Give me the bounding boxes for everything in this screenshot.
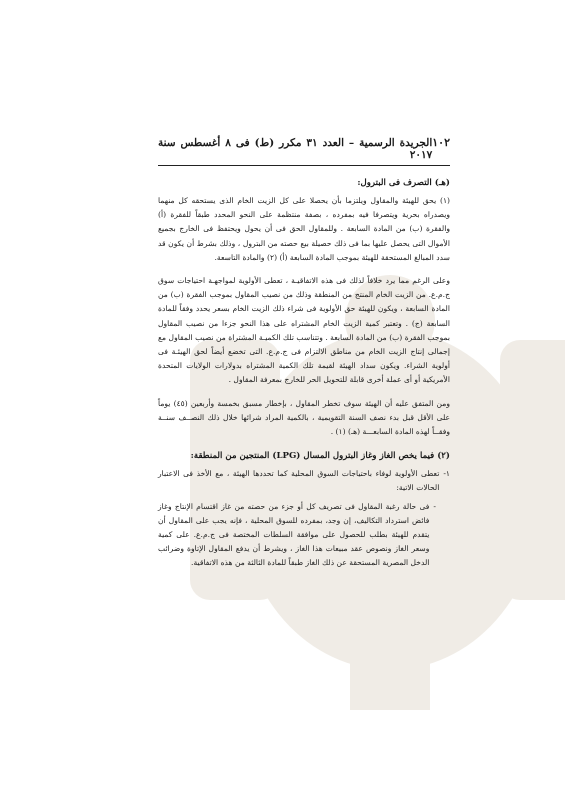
sub-item-1-marker: - [433,501,436,511]
paragraph-3: ومن المتفق عليه أن الهيئة سوف تخطر المقاول ، بإخطار مسبق بخمسة وأربعين (٤٥) يوماً على الأقل قبل بدء نصف السنة التقويمية ، بالكمية المراد شرائها خلال ذلك النصــف سنــة وفقــاً لهذه المادة السابعـــة (هـ) (١) . [158,398,450,437]
paragraph-2: وعلى الرغم مما يرد خلافاً لذلك فى هذه الاتفاقيـة ، تعطى الأولوية لمواجهـة احتياجات سوق ج.م.ع. من الزيت الخام المنتج من المنطقة وذلك من نصيب المقاول بموجب الفقرة (ب) من المادة السابعة ، ويكون للهيئة حق الأولوية فى شراء ذلك الزيت الخام بسعر يحدد وفقاً للمادة السابعة (ج) . وتعتبر كمية الزيت الخام المشتراه على هذا النحو جزءا من نصيب المقاول بموجب الفقرة (ب) من المادة السابعة . وتتناسب تلك الكميـة المشتراة من نصيب المقاول مع إجمالى إنتاج الزيت الخام من مناطق الالتزام فى ج.م.ع. التى تخضع أيضاً لحق الهيئـة فى أولوية الشراء. ويكون سداد الهيئة لقيمة تلك الكمية المشتراه بدولارات الولايات المتحدة الأمريكية أو أى عملة أخرى قابلة للتحويل الحر للخارج بمعرفة المقاول . [158,276,450,385]
page-number: ١٠٢ [432,136,450,149]
section-2-title: (٢) فيما يخص الغاز وغاز البترول المسال (LPG) المنتجين من المنطقة: [190,451,450,462]
list-item-1 [158,467,450,495]
page-header [158,136,450,166]
list-item-1-text: تعطى الأولوية لوفاء باحتياجات السوق المحلية كما تحددها الهيئة ، مع الأخذ فى الاعتبار الحالات الاتية: [158,469,440,493]
paragraph-1: (١) يحق للهيئة والمقاول ويلتزما بأن يحصلا على كل الزيت الخام الذى يستحقه كل منهما ويصدراه بحرية ويتصرفا فيه بمفرده ، بصفة منتظمة على النحو المحدد طبقاً للفقرة (أ) والفقرة (ب) من المادة السابعة . وللمقاول الحق فى أن يحول ويحتفظ فى الخارج بجميع الأموال التى يحصل عليها بما فى ذلك حصيلة بيع حصته من البترول ، وذلك بشرط أن يكون قد سدد المبالغ المستحقة للهيئة بموجب المادة السابعة (أ) (٢) والمادة التاسعة. [158,196,450,262]
section-h-title: (هـ) التصرف فى البترول: [357,178,450,188]
sub-item-1 [158,500,436,571]
running-title: الجريدة الرسمية – العدد ٣١ مكرر (ط) فى ٨ أغسطس سنة ٢٠١٧ [158,137,433,161]
document-page [158,136,450,571]
list-item-1-marker: ١- [443,469,450,479]
sub-item-1-text: فى حالة رغبة المقاول فى تصريف كل أو جزء من حصته من غاز اقتسام الإنتاج وغاز فائض استرداد التكاليف، إن وجد، بمفرده للسوق المحلية ، فإنه يجب على المقاول أن يتقدم للهيئة بطلب للحصول على موافقة السلطات المختصة فى ج.م.ع. على كمية وسعر الغاز ونصوص عقد مبيعات هذا الغاز ، ويشرط أن يدفع المقاول الإتاوة وضرائب الدخل المصرية المستحقة عن ذلك الغاز طبقاً للمادة الثالثة من هذه الاتفاقية. [158,501,430,568]
